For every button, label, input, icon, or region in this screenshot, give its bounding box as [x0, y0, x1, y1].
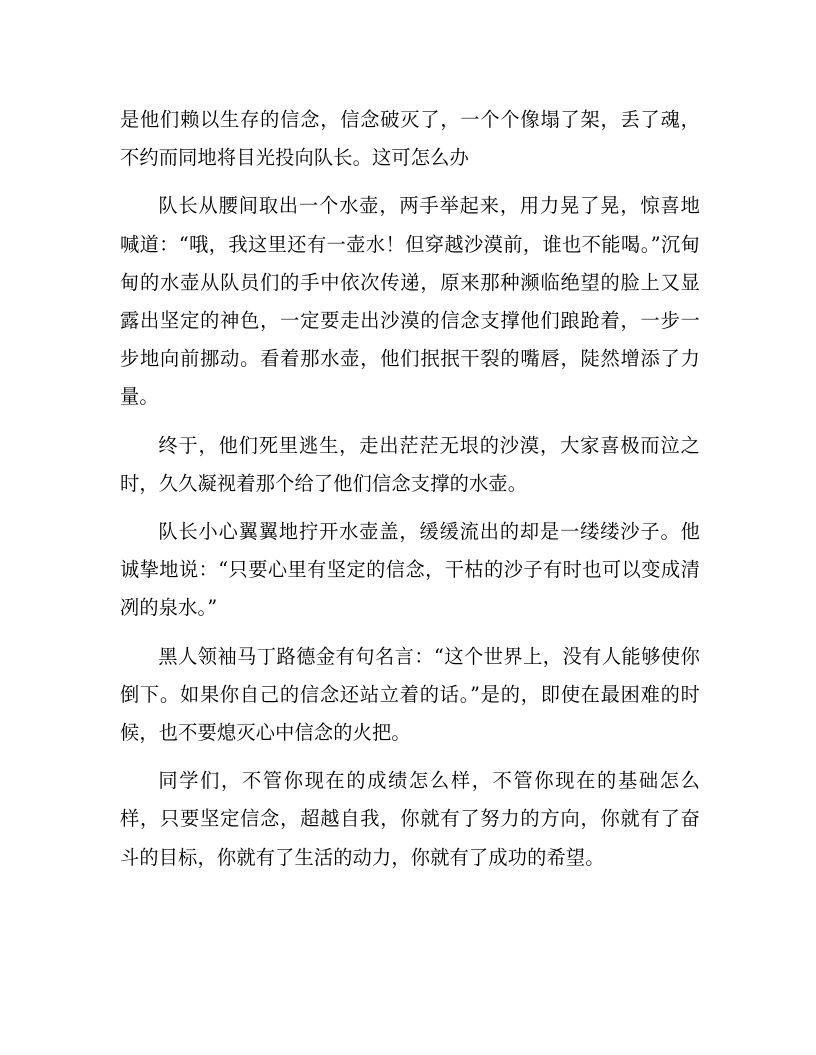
paragraph-4: 队长小心翼翼地拧开水壶盖，缓缓流出的却是一缕缕沙子。他诚挚地说：“只要心里有坚定的信念，干枯的沙子有时也可以变成清冽的泉水。”: [120, 520, 700, 620]
paragraph-1: 是他们赖以生存的信念，信念破灭了，一个个像塌了架，丢了魂，不约而同地将目光投向队长。这可怎么办: [120, 108, 700, 170]
paragraph-6: 同学们，不管你现在的成绩怎么样，不管你现在的基础怎么样，只要坚定信念，超越自我，你就有了努力的方向，你就有了奋斗的目标，你就有了生活的动力，你就有了成功的希望。: [120, 769, 700, 869]
paragraph-2: 队长从腰间取出一个水壶，两手举起来，用力晃了晃，惊喜地喊道：“哦，我这里还有一壶水！但穿越沙漠前，谁也不能喝。”沉甸甸的水壶从队员们的手中依次传递，原来那种濒临绝望的脸上又显露出坚定的神色，一定要走出沙漠的信念支撑他们踉跄着，一步一步地向前挪动。看着那水壶，他们抿抿干裂的嘴唇，陡然增添了力量。: [120, 194, 700, 409]
paragraph-5: 黑人领袖马丁路德金有句名言：“这个世界上，没有人能够使你倒下。如果你自己的信念还站立着的话。”是的，即使在最困难的时候，也不要熄灭心中信念的火把。: [120, 644, 700, 745]
paragraph-3: 终于，他们死里逃生，走出茫茫无垠的沙漠，大家喜极而泣之时，久久凝视着那个给了他们信念支撑的水壶。: [120, 433, 700, 495]
document-page: [120, 101, 700, 887]
